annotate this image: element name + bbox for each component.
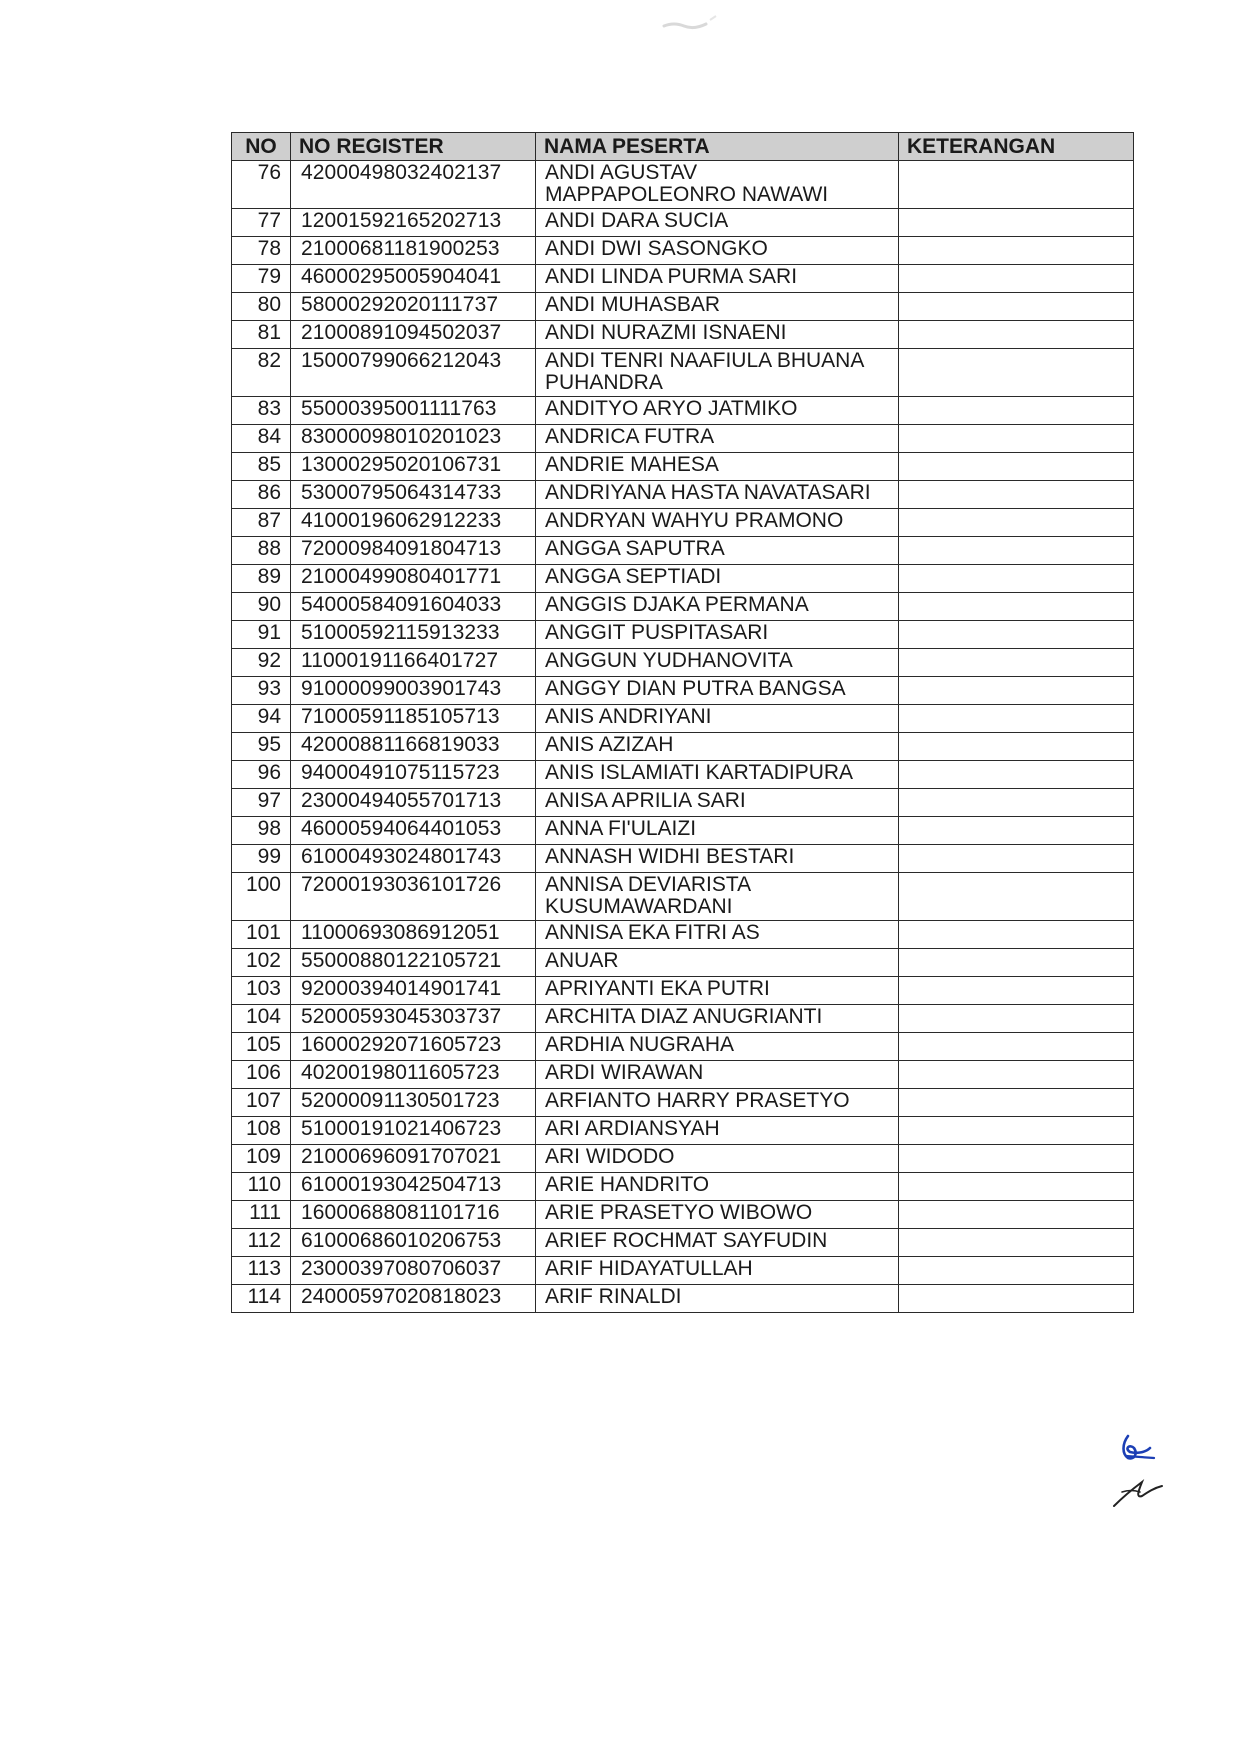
table-row	[232, 977, 1134, 1005]
row-no: 81	[232, 321, 291, 349]
row-nama-peserta: APRIYANTI EKA PUTRI	[536, 977, 899, 1005]
row-nama-peserta: ANGGIT PUSPITASARI	[536, 621, 899, 649]
row-no: 85	[232, 453, 291, 481]
row-register: 61000493024801743	[291, 845, 536, 873]
row-register: 46000295005904041	[291, 265, 536, 293]
row-keterangan	[899, 1005, 1134, 1033]
row-register: 52000091130501723	[291, 1089, 536, 1117]
table-row	[232, 425, 1134, 453]
row-no: 92	[232, 649, 291, 677]
row-no: 79	[232, 265, 291, 293]
row-keterangan	[899, 873, 1134, 921]
row-keterangan	[899, 397, 1134, 425]
row-register: 23000494055701713	[291, 789, 536, 817]
row-keterangan	[899, 817, 1134, 845]
table-row	[232, 349, 1134, 397]
table-row	[232, 677, 1134, 705]
row-nama-peserta: ANGGA SAPUTRA	[536, 537, 899, 565]
header-no-register: NO REGISTER	[291, 133, 536, 161]
row-no: 96	[232, 761, 291, 789]
row-register: 54000584091604033	[291, 593, 536, 621]
row-no: 113	[232, 1257, 291, 1285]
row-register: 21000696091707021	[291, 1145, 536, 1173]
row-no: 105	[232, 1033, 291, 1061]
row-nama-peserta: ARI ARDIANSYAH	[536, 1117, 899, 1145]
row-keterangan	[899, 1117, 1134, 1145]
row-keterangan	[899, 1229, 1134, 1257]
row-keterangan	[899, 509, 1134, 537]
row-no: 109	[232, 1145, 291, 1173]
row-keterangan	[899, 293, 1134, 321]
row-register: 53000795064314733	[291, 481, 536, 509]
row-register: 16000292071605723	[291, 1033, 536, 1061]
row-no: 99	[232, 845, 291, 873]
table-row	[232, 705, 1134, 733]
table-row	[232, 1061, 1134, 1089]
row-no: 114	[232, 1285, 291, 1313]
row-keterangan	[899, 1173, 1134, 1201]
row-no: 89	[232, 565, 291, 593]
signature-initials-icon	[1108, 1432, 1178, 1510]
table-row	[232, 1229, 1134, 1257]
row-register: 11000191166401727	[291, 649, 536, 677]
row-register: 15000799066212043	[291, 349, 536, 397]
header-nama-peserta: NAMA PESERTA	[536, 133, 899, 161]
table-row	[232, 481, 1134, 509]
row-no: 103	[232, 977, 291, 1005]
table-row	[232, 921, 1134, 949]
row-no: 100	[232, 873, 291, 921]
row-nama-peserta: ANDI MUHASBAR	[536, 293, 899, 321]
row-no: 107	[232, 1089, 291, 1117]
row-keterangan	[899, 161, 1134, 209]
row-keterangan	[899, 705, 1134, 733]
row-keterangan	[899, 1033, 1134, 1061]
row-register: 21000499080401771	[291, 565, 536, 593]
participant-table	[231, 132, 1134, 1313]
row-no: 83	[232, 397, 291, 425]
row-keterangan	[899, 761, 1134, 789]
row-nama-peserta: ANNASH WIDHI BESTARI	[536, 845, 899, 873]
table-row	[232, 761, 1134, 789]
table-row	[232, 593, 1134, 621]
row-keterangan	[899, 921, 1134, 949]
row-keterangan	[899, 593, 1134, 621]
row-nama-peserta: ANIS ISLAMIATI KARTADIPURA	[536, 761, 899, 789]
table-row	[232, 1005, 1134, 1033]
row-nama-peserta: ANGGUN YUDHANOVITA	[536, 649, 899, 677]
table-row	[232, 1173, 1134, 1201]
row-keterangan	[899, 845, 1134, 873]
header-keterangan: KETERANGAN	[899, 133, 1134, 161]
row-no: 104	[232, 1005, 291, 1033]
table-row	[232, 1257, 1134, 1285]
row-register: 71000591185105713	[291, 705, 536, 733]
row-register: 46000594064401053	[291, 817, 536, 845]
row-register: 42000881166819033	[291, 733, 536, 761]
row-keterangan	[899, 321, 1134, 349]
row-no: 101	[232, 921, 291, 949]
row-register: 42000498032402137	[291, 161, 536, 209]
row-nama-peserta: ANNISA EKA FITRI AS	[536, 921, 899, 949]
row-nama-peserta: ANDRIYANA HASTA NAVATASARI	[536, 481, 899, 509]
row-keterangan	[899, 537, 1134, 565]
row-keterangan	[899, 349, 1134, 397]
row-keterangan	[899, 1285, 1134, 1313]
row-nama-peserta: ARDI WIRAWAN	[536, 1061, 899, 1089]
table-row	[232, 873, 1134, 921]
row-no: 95	[232, 733, 291, 761]
row-register: 51000191021406723	[291, 1117, 536, 1145]
row-register: 16000688081101716	[291, 1201, 536, 1229]
header-no: NO	[232, 133, 291, 161]
row-keterangan	[899, 949, 1134, 977]
table-row	[232, 1145, 1134, 1173]
row-nama-peserta: ANDITYO ARYO JATMIKO	[536, 397, 899, 425]
row-keterangan	[899, 733, 1134, 761]
row-register: 41000196062912233	[291, 509, 536, 537]
row-no: 77	[232, 209, 291, 237]
row-register: 72000984091804713	[291, 537, 536, 565]
row-keterangan	[899, 565, 1134, 593]
row-register: 94000491075115723	[291, 761, 536, 789]
row-nama-peserta: ANDI NURAZMI ISNAENI	[536, 321, 899, 349]
table-row	[232, 1201, 1134, 1229]
row-keterangan	[899, 677, 1134, 705]
row-nama-peserta: ARFIANTO HARRY PRASETYO	[536, 1089, 899, 1117]
row-nama-peserta: ARIF RINALDI	[536, 1285, 899, 1313]
row-no: 91	[232, 621, 291, 649]
table-row	[232, 1089, 1134, 1117]
row-nama-peserta: ARDHIA NUGRAHA	[536, 1033, 899, 1061]
row-nama-peserta: ANNISA DEVIARISTA KUSUMAWARDANI	[536, 873, 899, 921]
row-no: 90	[232, 593, 291, 621]
row-register: 11000693086912051	[291, 921, 536, 949]
table-row	[232, 621, 1134, 649]
row-nama-peserta: ANDI DARA SUCIA	[536, 209, 899, 237]
row-nama-peserta: ANDRIE MAHESA	[536, 453, 899, 481]
row-keterangan	[899, 481, 1134, 509]
row-register: 40200198011605723	[291, 1061, 536, 1089]
table-row	[232, 817, 1134, 845]
row-nama-peserta: ANDI AGUSTAV MAPPAPOLEONRO NAWAWI	[536, 161, 899, 209]
table-row	[232, 321, 1134, 349]
row-no: 94	[232, 705, 291, 733]
row-nama-peserta: ARIE PRASETYO WIBOWO	[536, 1201, 899, 1229]
row-nama-peserta: ANIS ANDRIYANI	[536, 705, 899, 733]
row-nama-peserta: ARIE HANDRITO	[536, 1173, 899, 1201]
row-nama-peserta: ANDI LINDA PURMA SARI	[536, 265, 899, 293]
table-row	[232, 649, 1134, 677]
row-register: 58000292020111737	[291, 293, 536, 321]
row-nama-peserta: ARIF HIDAYATULLAH	[536, 1257, 899, 1285]
row-nama-peserta: ANDRYAN WAHYU PRAMONO	[536, 509, 899, 537]
row-keterangan	[899, 789, 1134, 817]
row-no: 88	[232, 537, 291, 565]
row-nama-peserta: ANGGA SEPTIADI	[536, 565, 899, 593]
row-nama-peserta: ANNA FI'ULAIZI	[536, 817, 899, 845]
table-row	[232, 1285, 1134, 1313]
table-row	[232, 161, 1134, 209]
row-register: 24000597020818023	[291, 1285, 536, 1313]
row-keterangan	[899, 453, 1134, 481]
table-row	[232, 209, 1134, 237]
row-keterangan	[899, 621, 1134, 649]
row-keterangan	[899, 237, 1134, 265]
row-nama-peserta: ANUAR	[536, 949, 899, 977]
table-row	[232, 537, 1134, 565]
row-no: 82	[232, 349, 291, 397]
row-keterangan	[899, 649, 1134, 677]
row-keterangan	[899, 977, 1134, 1005]
row-nama-peserta: ANGGY DIAN PUTRA BANGSA	[536, 677, 899, 705]
row-nama-peserta: ANDRICA FUTRA	[536, 425, 899, 453]
row-no: 78	[232, 237, 291, 265]
row-nama-peserta: ARCHITA DIAZ ANUGRIANTI	[536, 1005, 899, 1033]
row-no: 108	[232, 1117, 291, 1145]
row-register: 92000394014901741	[291, 977, 536, 1005]
row-no: 112	[232, 1229, 291, 1257]
table-row	[232, 845, 1134, 873]
row-no: 93	[232, 677, 291, 705]
row-register: 51000592115913233	[291, 621, 536, 649]
row-keterangan	[899, 209, 1134, 237]
table-header	[232, 133, 1134, 161]
row-no: 80	[232, 293, 291, 321]
row-nama-peserta: ANDI DWI SASONGKO	[536, 237, 899, 265]
row-register: 21000891094502037	[291, 321, 536, 349]
table-row	[232, 565, 1134, 593]
row-register: 91000099003901743	[291, 677, 536, 705]
row-register: 55000880122105721	[291, 949, 536, 977]
table-row	[232, 509, 1134, 537]
row-register: 61000193042504713	[291, 1173, 536, 1201]
table-row	[232, 1117, 1134, 1145]
row-no: 98	[232, 817, 291, 845]
row-keterangan	[899, 425, 1134, 453]
row-nama-peserta: ANGGIS DJAKA PERMANA	[536, 593, 899, 621]
table-row	[232, 397, 1134, 425]
row-nama-peserta: ANIS AZIZAH	[536, 733, 899, 761]
row-keterangan	[899, 1061, 1134, 1089]
table-row	[232, 789, 1134, 817]
row-nama-peserta: ARI WIDODO	[536, 1145, 899, 1173]
table-row	[232, 1033, 1134, 1061]
row-no: 110	[232, 1173, 291, 1201]
table-row	[232, 237, 1134, 265]
table-row	[232, 949, 1134, 977]
row-register: 72000193036101726	[291, 873, 536, 921]
row-nama-peserta: ANISA APRILIA SARI	[536, 789, 899, 817]
row-no: 106	[232, 1061, 291, 1089]
row-no: 87	[232, 509, 291, 537]
row-no: 97	[232, 789, 291, 817]
table-row	[232, 293, 1134, 321]
row-keterangan	[899, 1089, 1134, 1117]
row-no: 102	[232, 949, 291, 977]
table-row	[232, 265, 1134, 293]
row-no: 111	[232, 1201, 291, 1229]
row-keterangan	[899, 1257, 1134, 1285]
table-row	[232, 453, 1134, 481]
row-keterangan	[899, 265, 1134, 293]
row-no: 76	[232, 161, 291, 209]
row-nama-peserta: ARIEF ROCHMAT SAYFUDIN	[536, 1229, 899, 1257]
row-register: 61000686010206753	[291, 1229, 536, 1257]
row-register: 12001592165202713	[291, 209, 536, 237]
table-row	[232, 733, 1134, 761]
table-body	[232, 161, 1134, 1313]
row-keterangan	[899, 1201, 1134, 1229]
row-register: 83000098010201023	[291, 425, 536, 453]
row-register: 13000295020106731	[291, 453, 536, 481]
row-register: 55000395001111763	[291, 397, 536, 425]
row-no: 86	[232, 481, 291, 509]
row-no: 84	[232, 425, 291, 453]
row-nama-peserta: ANDI TENRI NAAFIULA BHUANA PUHANDRA	[536, 349, 899, 397]
scan-mark-icon	[660, 14, 730, 34]
row-register: 52000593045303737	[291, 1005, 536, 1033]
row-register: 23000397080706037	[291, 1257, 536, 1285]
row-register: 21000681181900253	[291, 237, 536, 265]
row-keterangan	[899, 1145, 1134, 1173]
